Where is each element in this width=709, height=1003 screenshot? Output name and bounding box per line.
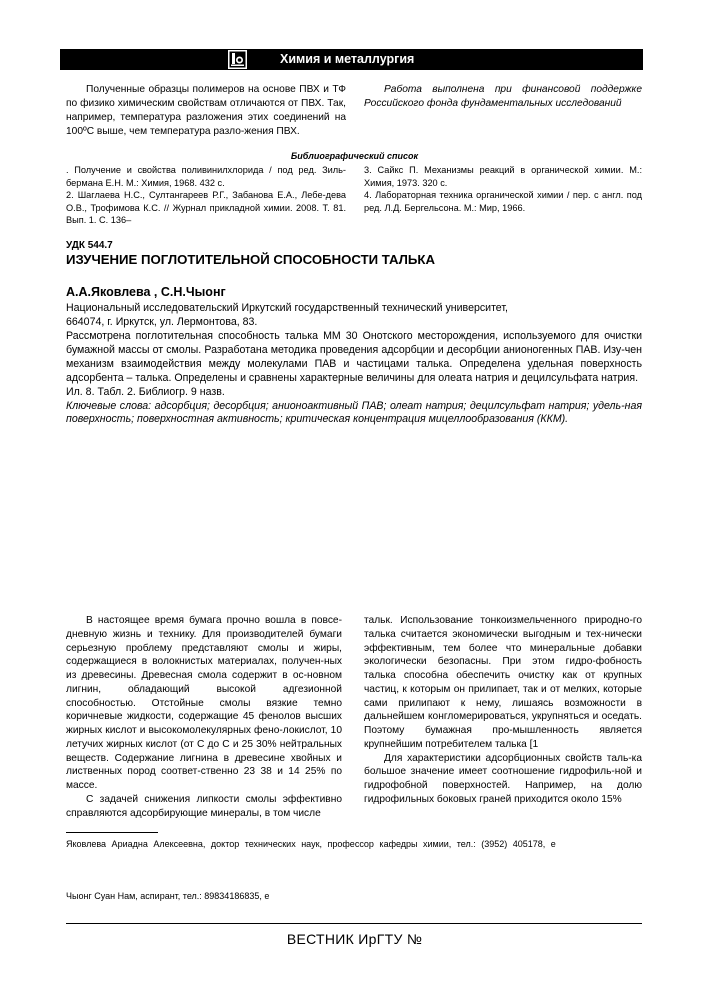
- affiliation-block: [66, 302, 642, 330]
- journal-logo-icon: [228, 50, 247, 69]
- body-left-column: [66, 614, 342, 820]
- author-footnote: Яковлева Ариадна Алексеевна, доктор технических наук, профессор кафедры химии, тел.: (3952) 405178, е: [66, 839, 556, 849]
- bibliography-left-column: [66, 164, 346, 227]
- body-right-column: [364, 614, 642, 807]
- udk-code: УДК 544.7: [66, 240, 113, 251]
- address: 664074, г. Иркутск, ул. Лермонтова, 83.: [66, 315, 258, 328]
- reference-item: 3. Сайкс П. Механизмы реакций в органической химии. М.: Химия, 1973. 320 с.: [364, 165, 642, 188]
- previous-article-conclusion: [66, 83, 346, 139]
- footer-divider: [66, 923, 642, 924]
- abstract-block: [66, 330, 642, 427]
- funding-paragraph: Работа выполнена при финансовой поддержке Российского фонда фундаментальных исследований: [364, 84, 642, 109]
- footnote-divider: [66, 832, 158, 833]
- conclusion-paragraph: Полученные образцы полимеров на основе ПВХ и ТФ по физико химическим свойствам отличаются от ПВХ. Так, например, температура разложения этих соединений на 100ºС выше, чем температура разло-жения ПВХ.: [66, 84, 346, 137]
- section-title: Химия и металлургия: [280, 52, 415, 66]
- article-authors: А.А.Яковлева , С.Н.Чыонг: [66, 285, 226, 299]
- article-title: ИЗУЧЕНИЕ ПОГЛОТИТЕЛЬНОЙ СПОСОБНОСТИ ТАЛЬКА: [66, 252, 435, 267]
- author-footnote: Чыонг Суан Нам, аспирант, тел.: 89834186835, е: [66, 891, 270, 901]
- journal-footer-title: ВЕСТНИК ИрГТУ №: [286, 931, 423, 947]
- keywords: Ключевые слова: адсорбция; десорбция; анионоактивный ПАВ; олеат натрия; децилсульфат натрия; удель-ная поверхность; поверхностная активность; критическая концентрация мицеллообразования (ККМ).: [66, 399, 642, 426]
- reference-item: 2. Шаглаева Н.С., Султангареев Р.Г., Забанова Е.А., Лебе-дева О.В., Трофимова К.С. // Журнал прикладной химии. 2008. Т. 81. Вып. 1. С. 136–: [66, 190, 346, 226]
- reference-item: 4. Лабораторная техника органической химии / пер. с англ. под ред. Л.Д. Бергельсона. М.: Мир, 1966.: [364, 190, 642, 213]
- bibliography-right-column: [364, 164, 642, 214]
- funding-note: [364, 83, 642, 111]
- abstract-text: Рассмотрена поглотительная способность талька ММ 30 Онотского месторождения, используемого для очистки бумажной массы от смолы. Разработана методика проведения адсорбции и десорбции анионогенных ПАВ. Изу-чен механизм взаимодействия между молекулами ПАВ и частицами талька. Определена удельная поверхность адсорбента – талька. Определены и сравнены характерные величины для олеата натрия и децилсульфата натрия.: [66, 330, 642, 384]
- body-paragraph: В настоящее время бумага прочно вошла в повсе-дневную жизнь и технику. Для производителей бумаги серьезную проблему представляют смолы и жиры, содержащиеся в волокнистых материалах, получен-ных из древесины. Древесная смола содержит в ос-новном лигнин, обладающий высокой адгезионной способностью. Отстойные смолы вязкие темно коричневые жидкости, содержащие 45 фенолов высших жирных кислот и высокомолекулярных фено-локислот, 10 летучих жирных кислот (от С до С и 25 30% нейтральных веществ. Содержание лигнина в древесине хвойных и лиственных пород соответ-ственно 23 38 и 14 25% по массе.: [66, 615, 342, 791]
- reference-item: . Получение и свойства поливинилхлорида / под ред. Зиль-бермана Е.Н. М.: Химия, 1968. 432 с.: [66, 165, 346, 188]
- bibliography-heading: Библиографический список: [290, 151, 419, 161]
- body-paragraph: Для характеристики адсорбционных свойств таль-ка большое значение имеет соотношение гидрофиль-ной и гидрофобной поверхностей. Например, на долю гидрофильных боковых граней приходится около 15%: [364, 752, 642, 805]
- illustrations-count: Ил. 8. Табл. 2. Библиогр. 9 назв.: [66, 385, 225, 398]
- body-paragraph: тальк. Использование тонкоизмельченного природно-го талька считается экономически выгодным и тех-нически эффективным, тем более что минеральные добавки экологически безопасны. При этом гидро-фобность талька способна обеспечить очистку как от крупных частиц, к которым он прилипает, так и от мелких, которые сами прилипают к нему, лишаясь возможности в дальнейшем конгломерироваться, укрупняться и оседать. Поэтому бумажная про-мышленность является крупнейшим потребителем талька [1: [364, 615, 642, 750]
- body-paragraph: С задачей снижения липкости смолы эффективно справляются адсорбирующие минералы, в том числе: [66, 793, 342, 819]
- affiliation: Национальный исследовательский Иркутский государственный технический университет,: [66, 302, 508, 314]
